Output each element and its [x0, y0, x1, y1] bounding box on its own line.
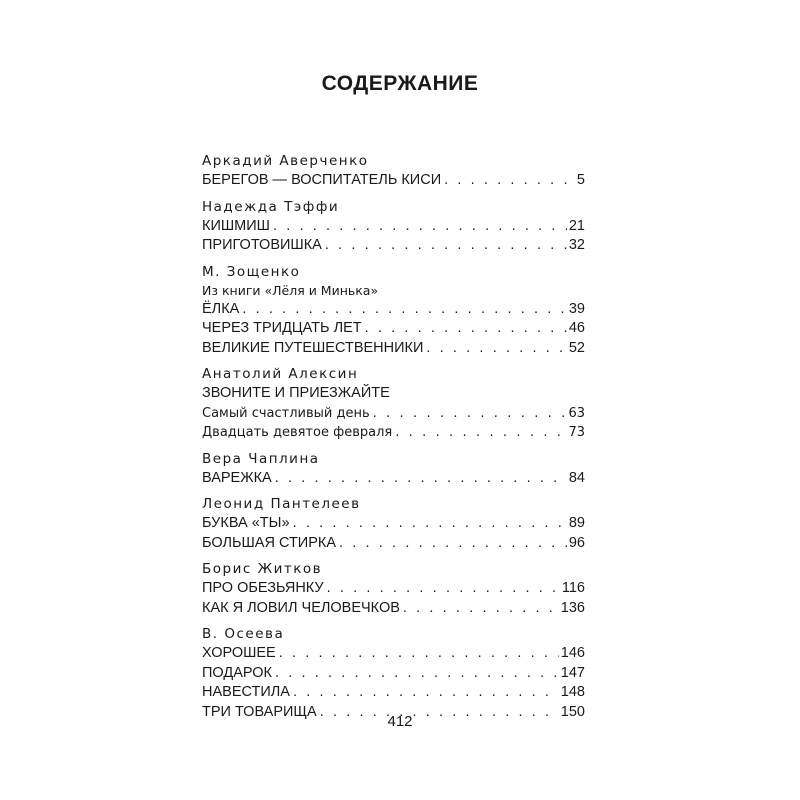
dot-leader	[395, 423, 566, 443]
dot-leader	[275, 469, 567, 489]
dot-leader	[325, 236, 567, 256]
dot-leader	[373, 404, 567, 424]
toc-section-zhitkov	[202, 560, 585, 618]
entry-page: 89	[568, 515, 585, 531]
dot-leader	[444, 171, 575, 191]
toc-section-averchenko	[202, 152, 585, 191]
toc-entry	[202, 319, 585, 339]
entry-page: 32	[568, 237, 585, 253]
entry-page: 84	[568, 469, 585, 486]
entry-page: 39	[568, 300, 585, 317]
entry-page: 73	[568, 425, 585, 440]
entry-page: 96	[568, 534, 585, 551]
dot-leader	[365, 319, 567, 339]
dot-leader	[426, 339, 566, 359]
dot-leader	[275, 664, 559, 684]
entry-page: 150	[560, 703, 585, 720]
entry-title: ХОРОШЕЕ	[202, 645, 276, 661]
entry-page: 146	[560, 645, 585, 661]
entry-title: Двадцать девятое февраля	[202, 425, 393, 440]
entry-title: БУКВА «ТЫ»	[202, 515, 290, 531]
page-number: 412	[387, 713, 413, 730]
entry-page: 147	[560, 664, 585, 681]
collection-title: ЗВОНИТЕ И ПРИЕЗЖАЙТЕ	[202, 385, 390, 401]
entry-title: ПОДАРОК	[202, 664, 272, 681]
toc-entry	[202, 683, 585, 703]
author-name: В. Осеева	[202, 626, 285, 642]
entry-title: КИШМИШ	[202, 217, 270, 234]
author-name: Леонид Пантелеев	[202, 496, 361, 512]
entry-title: НАВЕСТИЛА	[202, 684, 290, 700]
author-name: Анатолий Алексин	[202, 366, 359, 382]
entry-page: 136	[560, 599, 585, 616]
entry-title: ЁЛКА	[202, 300, 240, 317]
entry-title: КАК Я ЛОВИЛ ЧЕЛОВЕЧКОВ	[202, 599, 400, 616]
toc-entry	[202, 217, 585, 237]
toc-entry	[202, 171, 585, 191]
toc-entry	[202, 339, 585, 359]
entry-title: ВЕЛИКИЕ ПУТЕШЕСТВЕННИКИ	[202, 339, 424, 356]
toc-entry	[202, 300, 585, 320]
toc-section-aleksin	[202, 365, 585, 443]
entry-page: 116	[561, 580, 585, 596]
entry-page: 46	[568, 320, 585, 336]
entry-title: ПРО ОБЕЗЬЯНКУ	[202, 580, 324, 596]
entry-title: БОЛЬШАЯ СТИРКА	[202, 534, 337, 551]
toc-entry	[202, 644, 585, 664]
entry-title: Самый счастливый день	[202, 405, 370, 421]
toc-subheading	[202, 384, 585, 404]
dot-leader	[339, 534, 567, 554]
entry-page: 52	[568, 339, 585, 356]
toc-entry	[202, 469, 585, 489]
toc-entry	[202, 236, 585, 256]
toc-section-zoshchenko	[202, 263, 585, 359]
dot-leader	[242, 300, 567, 320]
toc-entry	[202, 404, 585, 424]
author-name: Аркадий Аверченко	[202, 153, 369, 169]
entry-title: ПРИГОТОВИШКА	[202, 237, 322, 253]
toc-section-teffi	[202, 198, 585, 256]
entry-title: ТРИ ТОВАРИЩА	[202, 703, 317, 720]
toc-section-oseeva	[202, 625, 585, 722]
author-name: Борис Житков	[202, 561, 323, 577]
author-name: М. Зощенко	[202, 263, 301, 280]
dot-leader	[279, 644, 559, 664]
dot-leader	[293, 683, 559, 703]
toc-section-chaplina	[202, 450, 585, 489]
toc-entry	[202, 423, 585, 443]
toc-entry	[202, 514, 585, 534]
entry-page: 148	[560, 684, 585, 700]
author-name: Вера Чаплина	[202, 450, 320, 467]
toc-section-panteleev	[202, 495, 585, 553]
entry-page: 5	[576, 172, 585, 188]
page-title: СОДЕРЖАНИЕ	[321, 72, 479, 95]
entry-page: 21	[568, 217, 585, 234]
dot-leader	[293, 514, 567, 534]
toc-entry	[202, 579, 585, 599]
toc-entry	[202, 599, 585, 619]
author-name: Надежда Тэффи	[202, 198, 340, 215]
toc-entry	[202, 534, 585, 554]
entry-title: ЧЕРЕЗ ТРИДЦАТЬ ЛЕТ	[202, 320, 362, 336]
book-subtitle: Из книги «Лёля и Минька»	[202, 282, 379, 298]
toc-entry	[202, 664, 585, 684]
table-of-contents	[202, 152, 585, 729]
dot-leader	[327, 579, 560, 599]
entry-title: БЕРЕГОВ — ВОСПИТАТЕЛЬ КИСИ	[202, 172, 442, 188]
dot-leader	[273, 217, 567, 237]
entry-title: ВАРЕЖКА	[202, 469, 272, 486]
dot-leader	[403, 599, 559, 619]
entry-page: 63	[568, 405, 585, 421]
